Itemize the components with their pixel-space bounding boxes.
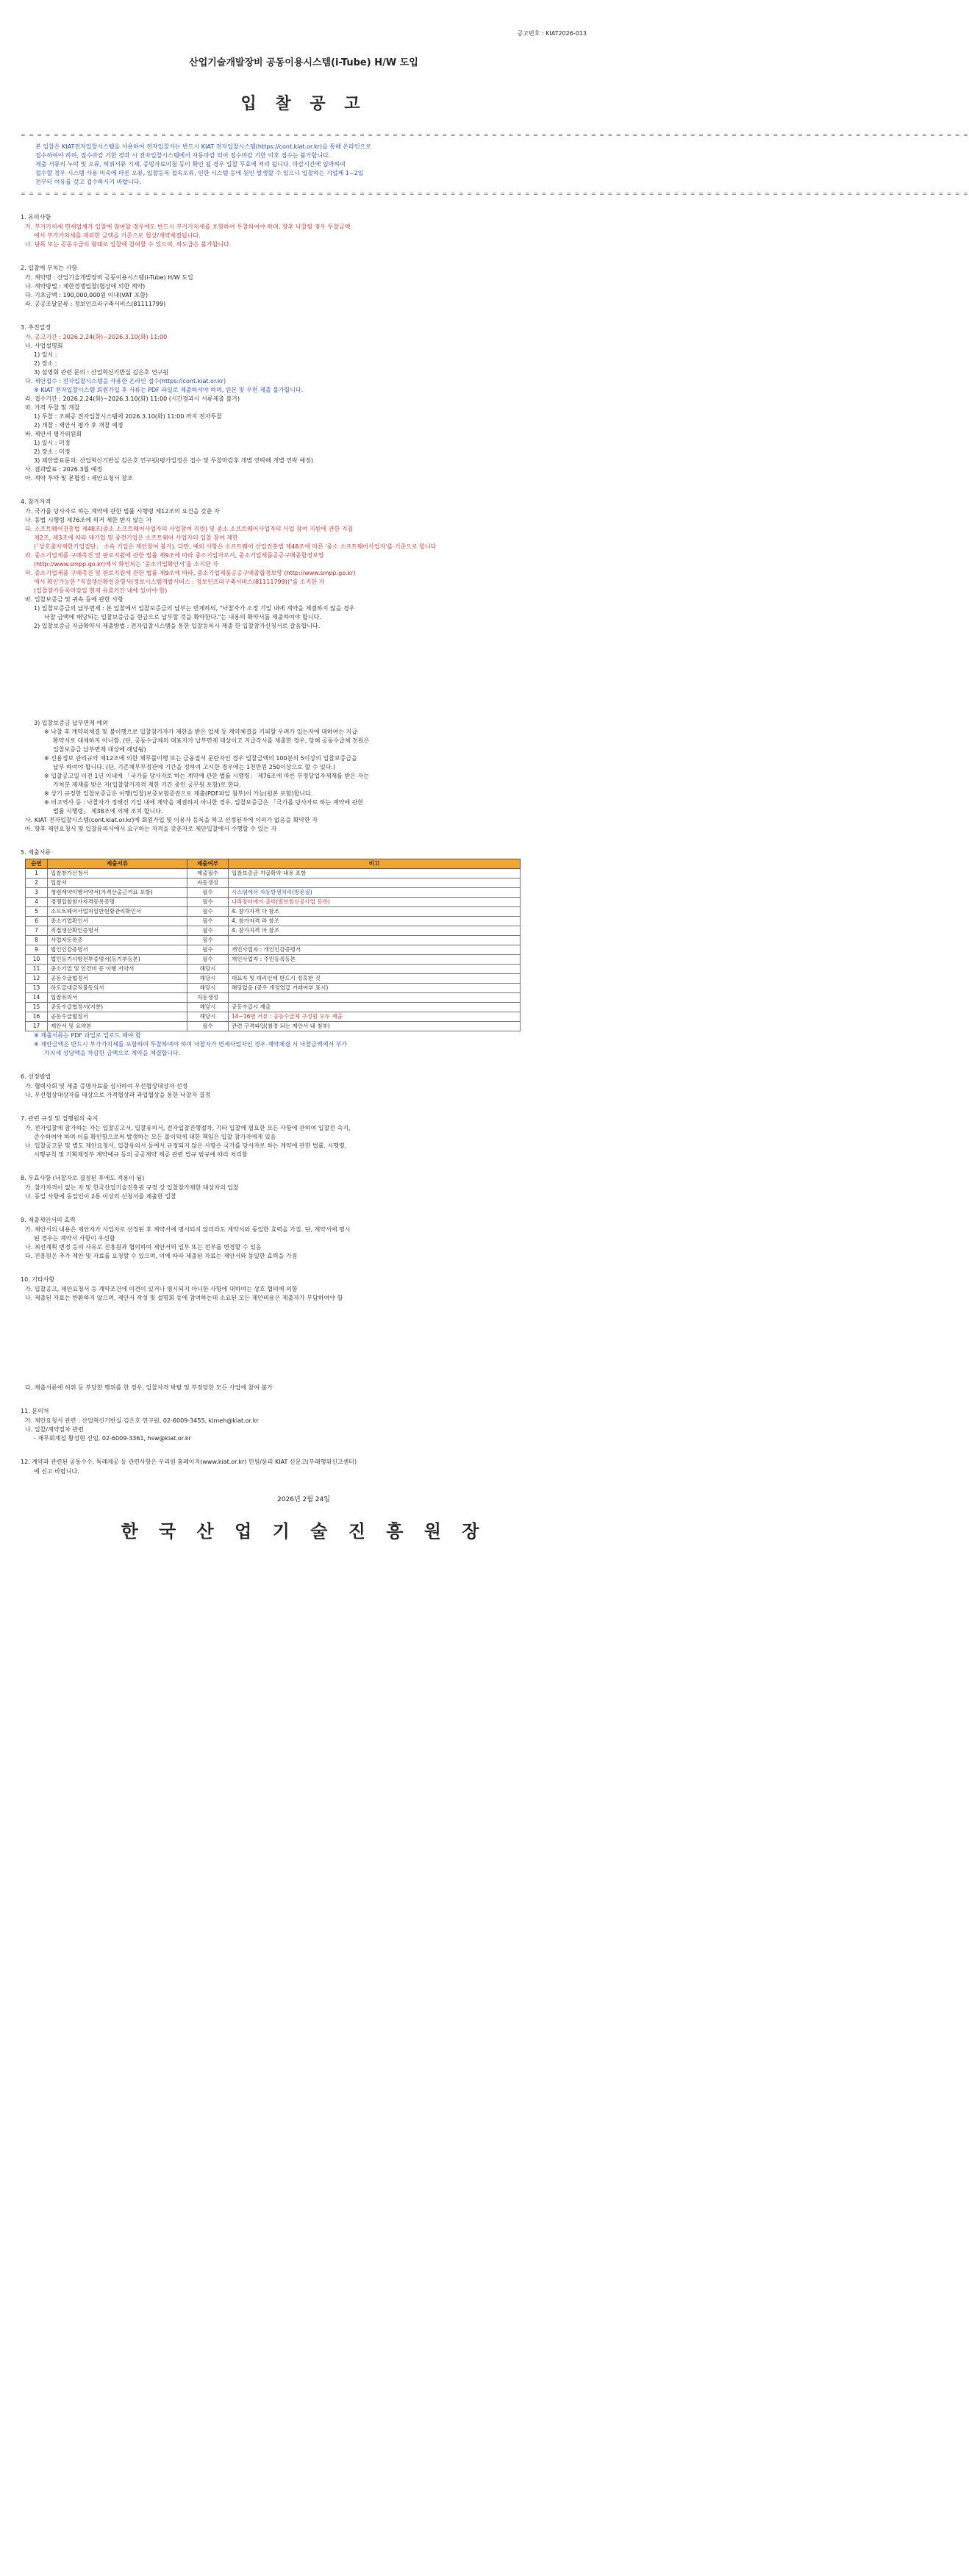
table-row xyxy=(26,1003,521,1012)
section-report xyxy=(21,1458,587,1476)
table-row xyxy=(26,869,521,879)
table-cell-note: 공동수급시 제출 xyxy=(229,1003,521,1012)
text-line: ※ 입찰공고일 이전 1년 이내에 「국가를 당사자로 하는 계약에 관한 법률 시행령」 제76조에 따른 부정당업자제재를 받은 자는 xyxy=(44,773,369,779)
text-line: ※ 제안금액은 반드시 부가가치세를 포함하여 투찰하여야 하며 낙찰자가 면세사업자인 경우 계약체결 시 낙찰금액에서 부가 xyxy=(34,1041,348,1048)
text-line: 가. 제안서의 내용은 제안자가 사업자로 선정된 후 계약서에 명시되지 않더라도 계약서와 동일한 효력을 가짐. 단, 계약서에 명시 xyxy=(25,1226,351,1233)
text-line: 가. 입찰공고, 제안요청서 등 계약조건에 이견이 있거나 명시되지 아니한 사항에 대하여는 상호 협의에 의함 xyxy=(25,1286,298,1292)
table-row xyxy=(26,888,521,898)
table-cell-note xyxy=(229,936,521,945)
notice-number: 공고번호 : KIAT2026-013 xyxy=(517,30,587,37)
intro-paragraph xyxy=(21,140,587,190)
table-cell-note xyxy=(229,993,521,1003)
text-line: 에 신고 바랍니다. xyxy=(34,1468,79,1475)
text-line: 가. 계약명 : 산업기술개발장비 공동이용시스템(i-Tube) H/W 도입 xyxy=(25,274,193,281)
table-cell-doc: 입찰서 xyxy=(48,879,187,888)
table-row xyxy=(26,907,521,917)
text-line: 가. 제안요청서 관련 : 산업혁신기반실 김은호 연구원, 02-6009-3455, kimeh@kiat.or.kr xyxy=(25,1417,259,1424)
table-cell-note: 나라장터에서 출력(발보함신공사업 등록) xyxy=(229,898,521,907)
text-line: 가. 협력사회 및 제출 증명자료를 심사하여 우선협상대상자 선정 xyxy=(25,1083,188,1090)
table-cell-no: 10 xyxy=(26,955,48,965)
text-line: 가. 참가자격이 없는 자 및 한국산업기술진흥원 규정 상 입찰참가제한 대상자의 입찰 xyxy=(25,1184,239,1191)
table-cell-req: 필수 xyxy=(187,955,229,965)
intro-line: 접수하여야 하며, 접수마감 기한 경과 시 전자입찰시스템에서 자동마감 되어 접수마감 기한 이후 접수는 불가합니다. xyxy=(35,152,331,159)
text-line: 3) 입찰보증금 납부면제 예외 xyxy=(34,720,108,726)
table-row xyxy=(26,898,521,907)
section-title: 11. 문의처 xyxy=(21,1408,49,1414)
table-cell-no: 5 xyxy=(26,907,48,917)
text-line: 시행규칙 및 기획재정부 계약예규 등의 공공계약 제공 관련 법규 범규에 따라 처리함 xyxy=(34,1151,248,1158)
section-title: 7. 관련 규정 및 집행원의 숙지 xyxy=(21,1115,99,1122)
table-cell-note: 개인사업자 : 개인인감증명서 xyxy=(229,945,521,955)
section-documents xyxy=(21,848,587,1058)
table-cell-req: 필수 xyxy=(187,907,229,917)
table-cell-req: 필수 xyxy=(187,926,229,936)
table-header-cell: 순번 xyxy=(26,859,48,869)
separator-rule-bottom: = = = = = = = = = = = = = = = = = = = = = = = = = = = = = = = = = = = = = = = = = = = = = = = = = = = = = = = = = = = = = = = = = = = = = = = = = = = = = = = = = = = = = = = = = = = = = = = = = = = = = = = = = = = = = = = = = = = xyxy=(21,190,969,197)
table-cell-doc: 제안서 및 요약본 xyxy=(48,1022,187,1031)
text-line: - 재무회계실 황성현 선임, 02-6009-3361, hsw@kiat.or.kr xyxy=(34,1435,191,1442)
text-line: 낙찰 금액에 해당되는 입찰보증금을 현금으로 납부할 것을 확약한다."는 내용의 확약서를 제출하여야 합니다. xyxy=(44,614,321,620)
table-cell-doc: 입찰유의서 xyxy=(48,993,187,1003)
text-line: 3) 설명회 관련 문의 : 산업혁신기반실 김은호 연구원 xyxy=(34,369,169,376)
text-line: 다. 제출서류에 허위 등 부당한 행위를 한 경우, 입찰자격 박탈 및 부정당한 모든 사업에 참여 불가 xyxy=(25,1384,273,1391)
table-row xyxy=(26,936,521,945)
table-row xyxy=(26,974,521,984)
table-cell-no: 4 xyxy=(26,898,48,907)
section-title: 6. 선정방법 xyxy=(21,1073,51,1080)
table-cell-no: 14 xyxy=(26,993,48,1003)
table-cell-doc: 하도급대금직불동의서 xyxy=(48,984,187,993)
section-title: 8. 무효사항 (낙찰자로 결정된 후에도 적용이 됨) xyxy=(21,1175,145,1181)
text-line: 1) 일시 : xyxy=(34,351,57,358)
section-title: 1. 유의사항 xyxy=(21,214,51,221)
section-title: 9. 제출제안서의 효력 xyxy=(21,1217,76,1223)
table-cell-note: 시스템에서 자동발생처리(방문필) xyxy=(229,888,521,898)
table-row xyxy=(26,965,521,974)
text-line: 된 경우는 계약서 사항이 우선함 xyxy=(34,1235,115,1242)
text-line: 다. 제안접수 : 전자입찰시스템을 사용한 온라인 접수(https://cont.kiat.or.kr) xyxy=(25,378,226,384)
text-line: 사. KIAT 전자입찰시스템(cont.kiat.or.kr)에 회원가입 및 이용자 등록을 하고 선정된자에 이의가 없음을 확약한 자 xyxy=(25,817,318,823)
document-title: 산업기술개발장비 공동이용시스템(i-Tube) H/W 도입 xyxy=(189,57,418,68)
document-heading: 입 찰 공 고 xyxy=(240,95,367,113)
table-cell-no: 16 xyxy=(26,1012,48,1022)
text-line: 나. 계약방법 : 제한경쟁입찰(협상에 의한 계약) xyxy=(25,283,146,290)
text-line: 가. 국가를 당사자로 하는 계약에 관한 법률 시행령 제12조의 요건을 갖춘 자 xyxy=(25,508,220,515)
intro-line: 접수할 경우 시스템 사용 미숙에 따른 오류, 입찰등록 접속오류, 인한 시스템 등에 원인 발생할 수 있으니 입찰하는 기업께 1~2일 xyxy=(35,170,364,176)
text-line: 제2조, 제3조에 따라 대기업 및 중견기업은 소프트웨어 사업자의 입찰 참여 제한 xyxy=(34,534,238,541)
table-cell-req: 제출필수 xyxy=(187,869,229,879)
text-line: 사. 결과발표 : 2026.3월 예정 xyxy=(25,466,103,473)
issuing-organization: 한 국 산 업 기 술 진 흥 원 장 xyxy=(121,1521,487,1542)
text-line: 바. 입찰보증금 및 귀속 등에 관한 사항 xyxy=(25,596,124,603)
table-cell-req: 해당시 xyxy=(187,965,229,974)
text-line: ※ 비고역사 등 : 낙찰자가 정해진 기일 내에 계약을 체결하지 아니한 경우, 입찰보증금은 「국가를 당사자로 하는 계약에 관한 xyxy=(44,799,364,806)
table-cell-req: 해당시 xyxy=(187,1003,229,1012)
notice-date: 2026년 2월 24일 xyxy=(277,1496,330,1503)
text-line: 아. 향후 제안요청서 및 입찰유의서에서 요구하는 자격을 갖춘자로 제안입찰에서 수행할 수 있는 자 xyxy=(25,826,277,832)
table-cell-no: 9 xyxy=(26,945,48,955)
intro-line: 본 입찰은 KIAT전자입찰시스템을 사용하여 전자입찰서는 반드시 KIAT 전자입찰시스템(https://cont.kiat.or.kr)을 통해 온라인으로 xyxy=(35,143,372,150)
table-row xyxy=(26,984,521,993)
text-line: 라. 접수기간 : 2026.2.24(화)~2026.3.10(화) 11:00 (시간경과시 서류제출 불가) xyxy=(25,396,240,402)
table-cell-req: 해당시 xyxy=(187,1012,229,1022)
text-line: 다. 소프트웨어진흥법 제48조(중소 소프트웨어사업자의 사업참여 지원) 및 중소 소프트웨어사업자의 사업 참여 지원에 관한 지침 xyxy=(25,526,354,532)
text-line: 바. 제안서 평가위원회 xyxy=(25,431,82,437)
section-invalidity xyxy=(21,1174,587,1201)
section-precautions xyxy=(21,213,587,249)
table-cell-doc: 소프트웨어사업자일반현황관리확인서 xyxy=(48,907,187,917)
table-cell-doc: 공동수급협정서(지분) xyxy=(48,1003,187,1012)
text-line: (http://www.smpp.go.kr)에서 확인되는 '중소기업확인서'를 소지한 자 xyxy=(34,561,218,568)
text-line: 나. 최선계획 변경 등의 사유로 진흥원과 협의하여 제안서의 일부 또는 전부를 변경할 수 있음 xyxy=(25,1244,262,1251)
table-cell-note xyxy=(229,879,521,888)
text-line: 2) 입찰보증금 지급확약서 제출방법 : 전자입찰시스템을 통한 입찰등록시 제출 한 입찰참가신청서로 갈음합니다. xyxy=(34,623,321,629)
table-cell-note: 입찰보증금 지급확약 내용 포함 xyxy=(229,869,521,879)
table-row xyxy=(26,926,521,936)
table-cell-doc: 법인등기사항전부증명서(등기부등본) xyxy=(48,955,187,965)
table-header-cell: 제출여부 xyxy=(187,859,229,869)
text-line: 확약서로 대체하지 아니함. (단, 공동수급체의 대표자가 납부면제 대상이고 지급각서를 제출한 경우, 당해 공동수급체 전원은 xyxy=(53,737,370,744)
text-line: 라. 공공조달분류 : 정보인프라구축서비스(81111799) xyxy=(25,301,166,307)
table-row xyxy=(26,917,521,926)
text-line: 나. 단독 또는 공동수급의 형태로 입찰에 참여할 수 있으며, 하도급은 불가합니다. xyxy=(25,241,232,248)
table-cell-doc: 법인인감증명서 xyxy=(48,945,187,955)
text-line: 입찰보증금 납부면제 대상에 해당됨) xyxy=(53,746,146,753)
text-line: 1) 투찰 : 조폐공 전자입찰시스템에 2026.3.10(화) 11:00 까지 전자투찰 xyxy=(34,413,222,420)
table-cell-no: 12 xyxy=(26,974,48,984)
text-line: 납부 하여야 합니다. (단, 기존채무부정관에 기간을 정하여 고시한 경우에는 1천만원 250이상으로 할 수 있다.) xyxy=(53,764,336,770)
section-title: 12. 계약과 관련된 공통수수, 특례제공 등 관련사항은 우리원 홈페이지(www.kiat.or.kr) 민원/윤리 KIAT 신문고(부패행위신고센터) xyxy=(21,1459,357,1465)
text-line: 2) 개찰 : 제안서 평가 후 개찰 예정 xyxy=(34,422,124,429)
text-line: ※ 제출서류는 PDF 파일로 업로드 해야 함 xyxy=(34,1032,141,1039)
table-cell-no: 6 xyxy=(26,917,48,926)
section-other xyxy=(21,1276,587,1392)
table-cell-doc: 직접생산확인증명서 xyxy=(48,926,187,936)
table-cell-req: 필수 xyxy=(187,945,229,955)
table-cell-doc: 사업자등록증 xyxy=(48,936,187,945)
section-title: 4. 참가자격 xyxy=(21,498,51,505)
section-title: 5. 제출서류 xyxy=(21,849,51,856)
text-line: 에서 확인가능한 "직접생산확인증명서(정보시스템개발서비스 : 정보인프라구축서비스(81111799))"를 소지한 자 xyxy=(34,579,325,585)
table-cell-note: 해당없음 (공우 개정업급 거래여부 표시) xyxy=(229,984,521,993)
text-line: 나. 동일 사항에 동일인이 2통 이상의 신청서를 제출한 입찰 xyxy=(25,1193,176,1200)
section-selection xyxy=(21,1073,587,1100)
table-cell-req: 필수 xyxy=(187,917,229,926)
table-cell-note: 14~16번 서류 : 공동수급체 구성원 모두 제출 xyxy=(229,1012,521,1022)
text-line: 아. 계약 투약 및 본협정 : 제안요청서 참조 xyxy=(25,475,133,482)
table-cell-no: 3 xyxy=(26,888,48,898)
text-line: 가. 부가가치세 면세업체가 입찰에 참여할 경우에도 반드시 부가가치세를 포함하여 투찰하여야 하며, 향후 낙찰될 경우 투찰금액 xyxy=(25,223,351,230)
section-title: 2. 입찰에 부치는 사항 xyxy=(21,265,78,271)
text-line: ※ KIAT 전자입찰시스템 회원가입 후 서류는 PDF 파일로 제출하셔야 하며, 원본 및 우편 제출 불가합니다. xyxy=(34,387,304,393)
section-eligibility xyxy=(21,498,587,834)
table-row xyxy=(26,955,521,965)
text-line: 법률 시행령」 제38조에 의해 조치 합니다. xyxy=(53,808,163,815)
table-cell-doc: 입찰참가신청서 xyxy=(48,869,187,879)
intro-line: 전부터 여유를 갖고 접수하시기 바랍니다. xyxy=(35,179,142,185)
table-cell-note: 개인사업자 : 주민등록등본 xyxy=(229,955,521,965)
table-cell-req: 자동생성 xyxy=(187,993,229,1003)
table-cell-no: 11 xyxy=(26,965,48,974)
section-proposal-effect xyxy=(21,1216,587,1261)
text-line: 나. 입찰공고문 및 별도 제안요청서, 입찰유의서 등에서 규정되지 않은 사항은 국가를 당사자로 하는 계약에 관한 법률, 시행령, xyxy=(25,1142,347,1149)
table-row xyxy=(26,1012,521,1022)
text-line: 다. 진흥원은 추가 제안 및 자료를 요청할 수 있으며, 이에 따라 제출된 자료는 제안서와 동일한 효력을 가짐 xyxy=(25,1253,298,1259)
table-cell-req: 필수 xyxy=(187,1022,229,1031)
separator-rule-top: = = = = = = = = = = = = = = = = = = = = = = = = = = = = = = = = = = = = = = = = = = = = = = = = = = = = = = = = = = = = = = = = = = = = = = = = = = = = = = = = = = = = = = = = = = = = = = = = = = = = = = = = = = = = = = = = = = = xyxy=(21,132,969,138)
text-line: 에서 부가가치세를 제외한 금액을 기준으로 협상/계약체결됩니다. xyxy=(34,232,201,239)
section-schedule xyxy=(21,323,587,483)
text-line: 라. 중소기업제품 구매촉진 및 판로지원에 관한 법률 제9조에 따라 중소기업자로서, 중소기업제품공공구매종합정보망 xyxy=(25,552,324,559)
intro-line: 제출 서류의 누락 및 오류, 허위서류 기재, 증빙자료미첨 등이 확인 될 경우 입찰 무효에 처리 됩니다. 마감시간에 임박하여 xyxy=(35,161,346,168)
table-cell-note: 4. 참가자격 라 참조 xyxy=(229,917,521,926)
table-row xyxy=(26,879,521,888)
text-line: 나. 우선협상대상자를 대상으로 가격협상과 과업협상을 통한 낙찰자 결정 xyxy=(25,1092,211,1098)
text-line: 가치세 상당액을 차감한 금액으로 계약을 체결합니다. xyxy=(44,1050,181,1056)
table-cell-req: 해당시 xyxy=(187,974,229,984)
text-line: 마. 가격 투찰 및 개찰 xyxy=(25,404,80,411)
table-cell-note xyxy=(229,965,521,974)
required-documents-table xyxy=(25,859,521,1031)
text-line: 준수하여야 하며 이를 확인함으로써 발생하는 모든 불이익에 대한 책임은 입찰 참가자에게 있음 xyxy=(34,1134,276,1140)
table-cell-req: 해당시 xyxy=(187,984,229,993)
text-line: ※ 낙찰 후 계약의체결 및 불이행으로 입찰참가자가 제한을 받은 업체 등 계약체결을 기피할 우려가 있는자에 대하여는 지급 xyxy=(44,729,358,735)
table-cell-note: 4. 참가자격 다 참조 xyxy=(229,907,521,917)
text-line: 나. 제출된 자료는 반환하지 않으며, 제안서 작성 및 설명회 등에 참여하는데 소요된 모든 제안비용은 제출자가 부담하여야 함 xyxy=(25,1295,343,1301)
text-line: 가. 공고기간 : 2026.2.24(화)~2026.3.10(화) 11:00 xyxy=(25,334,168,340)
table-cell-no: 2 xyxy=(26,879,48,888)
table-cell-no: 1 xyxy=(26,869,48,879)
table-cell-req: 필수 xyxy=(187,898,229,907)
text-line: 다. 기초금액 : 190,000,000원 이내(VAT 포함) xyxy=(25,292,149,298)
text-line: 2) 장소 : 미정 xyxy=(34,448,71,455)
table-cell-note: 관련 구격파일(첨정 되는 제안서 내 첨부) xyxy=(229,1022,521,1031)
section-bid-items xyxy=(21,264,587,309)
table-cell-doc: 중소기업확인서 xyxy=(48,917,187,926)
table-cell-req: 필수 xyxy=(187,936,229,945)
text-line: 가. 전자입찰에 참가하는 자는 입찰공고서, 입찰유의서, 전자입찰진행절차, 기타 입찰에 필요한 모든 사항에 관하여 입찰전 숙지, xyxy=(25,1125,351,1131)
text-line: (「상호출자제한기업집단」 소속 기업은 제안참여 불가). 다만, 예외 사항은 소프트웨어 산업진흥법 제48조에 따른 '중소 소프트웨어사업자'를 기준으로 합니다 xyxy=(34,543,437,550)
table-cell-req: 자동생성 xyxy=(187,879,229,888)
table-cell-doc: 중소기업 및 인건비 등 이행 서약서 xyxy=(48,965,187,974)
text-line: 나. 동법 시행령 제76조에 의거 제한 받지 않는 자 xyxy=(25,517,152,523)
text-line: 1) 입찰보증금의 납부면제 : 본 입찰에서 입찰보증금의 납부는 면제하되, "낙찰자가 소정 기일 내에 계약을 체결하지 않을 경우 xyxy=(34,605,355,612)
text-line: ※ 신용정보 관리규약 제12조에 의한 채무불이행 또는 금융질서 문란자인 경우 입찰금액의 100분의 5이상의 입찰보증금을 xyxy=(44,755,357,762)
table-cell-note: 대표자 및 대리인에 반드시 정혹한 것 xyxy=(229,974,521,984)
table-cell-no: 15 xyxy=(26,1003,48,1012)
section-regulations xyxy=(21,1115,587,1159)
table-row xyxy=(26,1022,521,1031)
section-title: 3. 추진일정 xyxy=(21,324,51,331)
table-row xyxy=(26,993,521,1003)
table-cell-doc: 경쟁입찰참가자격등록증명 xyxy=(48,898,187,907)
text-line: 나. 입찰/계약절차 관련 xyxy=(25,1426,84,1433)
text-line: 마. 중소기업제품 구매촉진 및 판로지원에 관한 법률 제9조에 따라, 중소기업제품공공구매종합정보망 (http://www.smpp.go.kr) xyxy=(25,570,356,576)
text-line: 1) 일시 : 미정 xyxy=(34,440,71,446)
table-cell-no: 7 xyxy=(26,926,48,936)
section-title: 10. 기타사항 xyxy=(21,1276,55,1283)
section-contact xyxy=(21,1407,587,1443)
table-row xyxy=(26,945,521,955)
text-line: (입찰참가등록마감일 현재 유효기간 내에 있어야 함) xyxy=(34,587,168,594)
table-cell-req: 필수 xyxy=(187,888,229,898)
text-line: 2) 장소 : xyxy=(34,360,57,367)
table-cell-no: 17 xyxy=(26,1022,48,1031)
table-cell-doc: 공동수급협정서 xyxy=(48,974,187,984)
table-cell-no: 13 xyxy=(26,984,48,993)
table-cell-note: 4. 참가자격 마 참조 xyxy=(229,926,521,936)
text-line: 나. 사업설명회 xyxy=(25,343,63,349)
table-header-cell: 비고 xyxy=(229,859,521,869)
text-line: 3) 제안발표문의: 산업혁신기반실 김은호 연구원(평가일정은 접수 및 투찰마감후 개별 연락해 개별 연락 예정) xyxy=(34,457,313,464)
table-cell-doc: 공동수급협정서 xyxy=(48,1012,187,1022)
table-cell-no: 8 xyxy=(26,936,48,945)
table-cell-doc: 청렴계약이행서약서(가격산출근거표 포함) xyxy=(48,888,187,898)
text-line: ※ 상기 규정한 입찰보증금은 이행(입찰)보증보험증권으로 제출(PDF파일 첨부)이 가능(원본 포함)합니다. xyxy=(44,790,313,797)
text-line: 가처분 제재를 받은 자(입찰참가자격 제한 기간 중인 공무원 포함)로 한다. xyxy=(53,781,241,788)
table-header-cell: 제출서류 xyxy=(48,859,187,869)
